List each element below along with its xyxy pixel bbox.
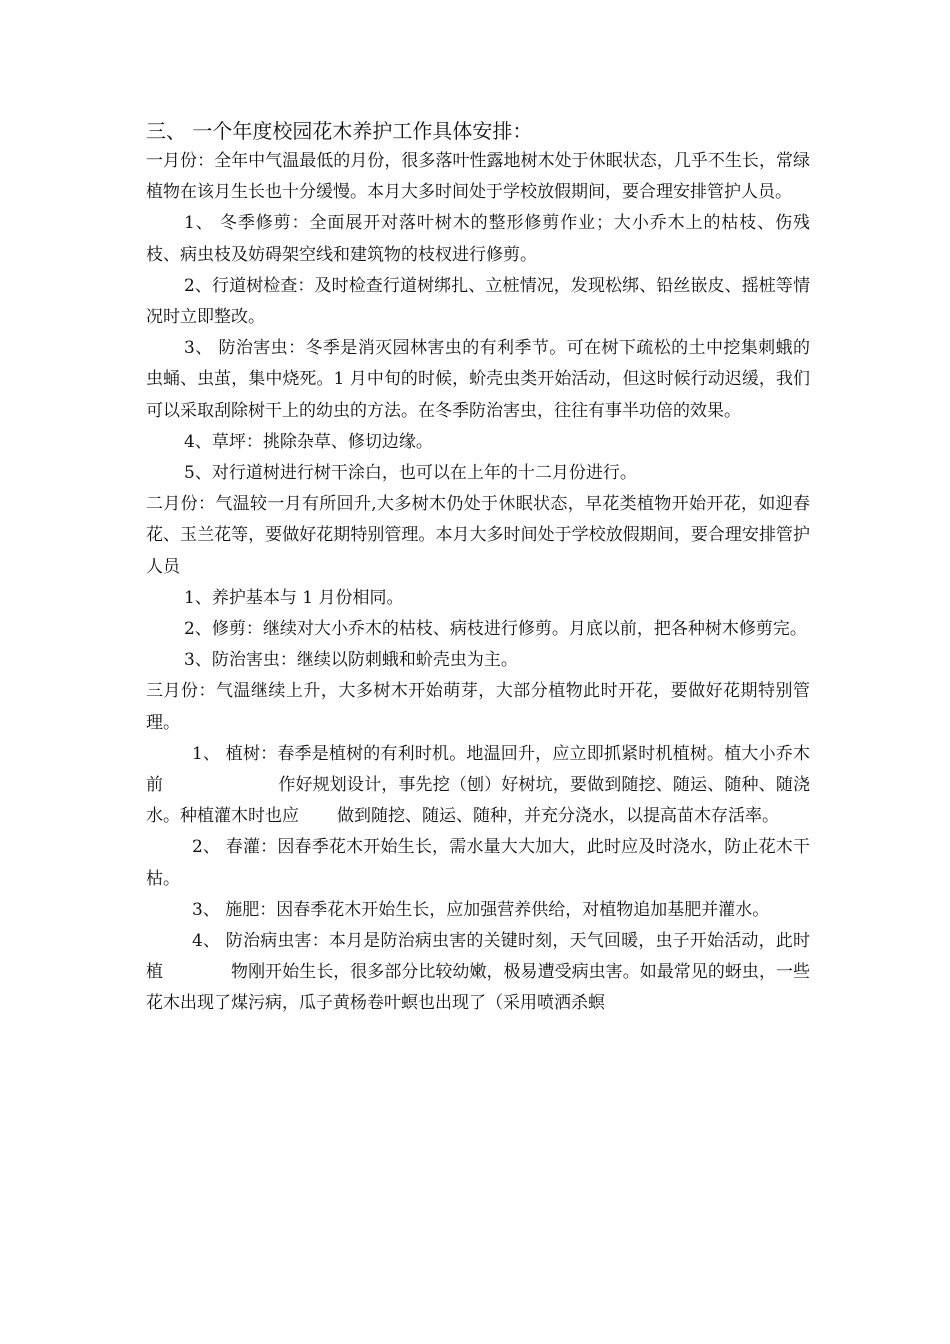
paragraph-feb-item-1: 1、养护基本与 1 月份相同。 xyxy=(184,587,404,608)
document-body xyxy=(146,146,810,1020)
paragraph-jan-item-5: 5、对行道树进行树干涂白，也可以在上年的十二月份进行。 xyxy=(184,463,637,484)
paragraph-jan-item-3: 3、 防治害虫：冬季是消灭园林害虫的有利季节。可在树下疏松的土中挖集刺蛾的虫蛹、虫茧，集中烧死。1 月中旬的时候，蚧壳虫类开始活动，但这时候行动迟缓，我们可以采取刮除树干上的幼虫的方法。在冬季防治害虫，往往有事半功倍的效果。 xyxy=(146,338,810,421)
paragraph-jan-item-2: 2、行道树检查：及时检查行道树绑扎、立桩情况，发现松绑、铅丝嵌皮、摇桩等情况时立即整改。 xyxy=(146,275,810,328)
mar-item-1-part-c: 做到随挖、随运、随种，并充分浇水，以提高苗木存活率。 xyxy=(337,806,779,827)
paragraph-january-intro: 一月份：全年中气温最低的月份，很多落叶性露地树木处于休眠状态，几乎不生长，常绿植物在该月生长也十分缓慢。本月大多时间处于学校放假期间，要合理安排管护人员。 xyxy=(146,151,810,203)
paragraph-feb-item-2: 2、修剪：继续对大小乔木的枯枝、病枝进行修剪。月底以前，把各种树木修剪完。 xyxy=(184,619,807,640)
mar-item-4-part-b: 物刚开始生长，很多部分比较幼嫩，极易遭受病虫害。如最常见的蚜虫，一些花木出现了煤污病，瓜子黄杨卷叶螟也出现了（采用喷洒杀螟 xyxy=(146,962,811,1014)
paragraph-mar-item-3: 3、 施肥：因春季花木开始生长，应加强营养供给，对植物追加基肥并灌水。 xyxy=(192,899,770,920)
paragraph-jan-item-1: 1、 冬季修剪：全面展开对落叶树木的整形修剪作业；大小乔木上的枯枝、伤残枝、病虫枝及妨碍架空线和建筑物的枝杈进行修剪。 xyxy=(146,213,810,265)
paragraph-march-intro: 三月份：气温继续上升，大多树木开始萌芽，大部分植物此时开花，要做好花期特别管理。 xyxy=(146,681,810,733)
paragraph-feb-item-3: 3、防治害虫：继续以防刺蛾和蚧壳虫为主。 xyxy=(184,650,518,671)
paragraph-mar-item-1 xyxy=(146,739,810,833)
mar-item-1-part-b: 作好规划设计，事先挖（刨）好树坑，要做到随挖、随运、随种、随浇水。种植灌木时也应 xyxy=(146,775,810,827)
paragraph-jan-item-4: 4、草坪：挑除杂草、修切边缘。 xyxy=(184,431,433,452)
mar-item-1-part-a: 1、 植树：春季是植树的有利时机。地温回升，应立即抓紧时机植树。植大小乔木前 xyxy=(146,743,810,796)
paragraph-february-intro: 二月份：气温较一月有所回升,大多树木仍处于休眠状态，早花类植物开始开花，如迎春花、玉兰花等，要做好花期特别管理。本月大多时间处于学校放假期间，要合理安排管护人员 xyxy=(146,494,810,577)
paragraph-mar-item-4 xyxy=(146,926,810,1020)
paragraph-mar-item-2: 2、 春灌：因春季花木开始生长，需水量大大加大，此时应及时浇水，防止花木干枯。 xyxy=(146,837,810,889)
section-heading: 三、 一个年度校园花木养护工作具体安排： xyxy=(146,119,533,143)
mar-item-4-part-a: 4、 防治病虫害：本月是防治病虫害的关键时刻，天气回暖，虫子开始活动，此时植 xyxy=(146,931,810,983)
